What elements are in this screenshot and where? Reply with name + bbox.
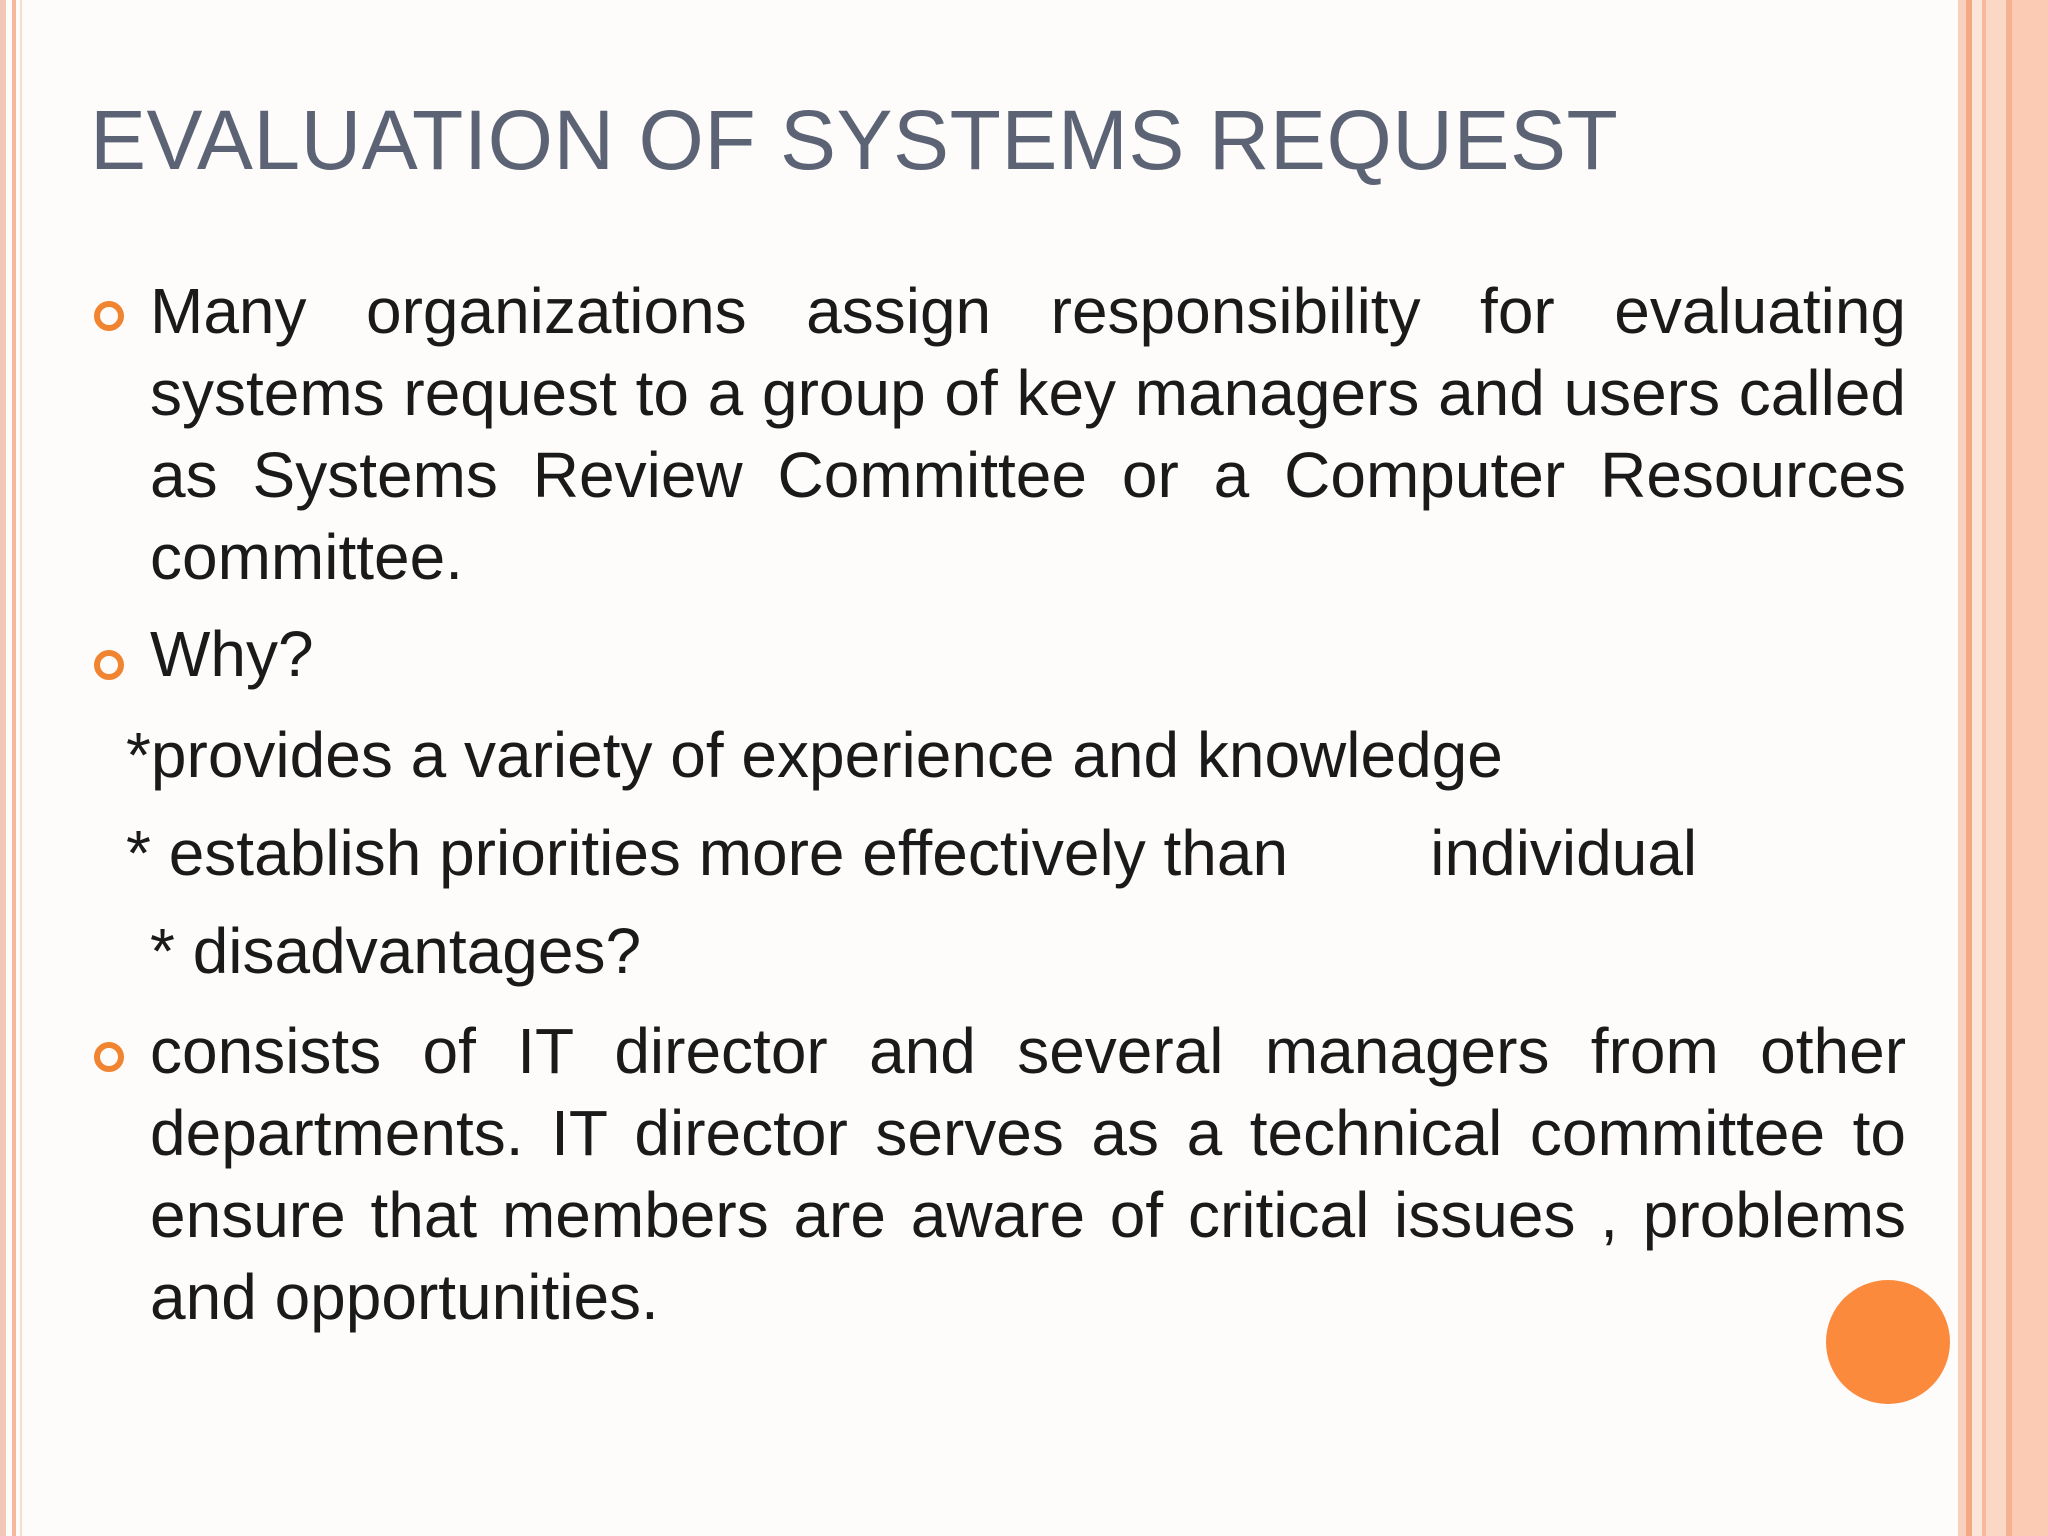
sub-point: * establish priorities more effectively than individual	[126, 817, 1698, 889]
bullet-text: Many organizations assign responsibility for evaluating systems request to a group of key managers and users called as Systems Review Committee or a Computer Resources committee.	[150, 275, 1906, 593]
right-border-stripe	[1986, 0, 2006, 1536]
left-border-stripe	[0, 0, 6, 1536]
left-border-stripe	[20, 0, 22, 1536]
left-border-stripe	[12, 0, 16, 1536]
bullet-text: consists of IT director and several managers from other departments. IT director serves as a technical committee to ensure that members are aware of critical issues , problems and opportunities.	[150, 1015, 1906, 1333]
sub-point: *provides a variety of experience and knowledge	[126, 719, 1503, 791]
ring-bullet-icon	[94, 301, 124, 331]
bullet-text: Why?	[150, 618, 314, 690]
slide-title: EVALUATION OF SYSTEMS REQUEST	[90, 93, 1619, 187]
ring-bullet-icon	[94, 1042, 124, 1072]
right-border-stripe	[2012, 0, 2048, 1536]
right-border-stripe	[1958, 0, 1966, 1536]
sub-point: * disadvantages?	[150, 915, 642, 987]
right-border-stripe	[1972, 0, 1982, 1536]
ring-bullet-icon	[94, 650, 124, 680]
